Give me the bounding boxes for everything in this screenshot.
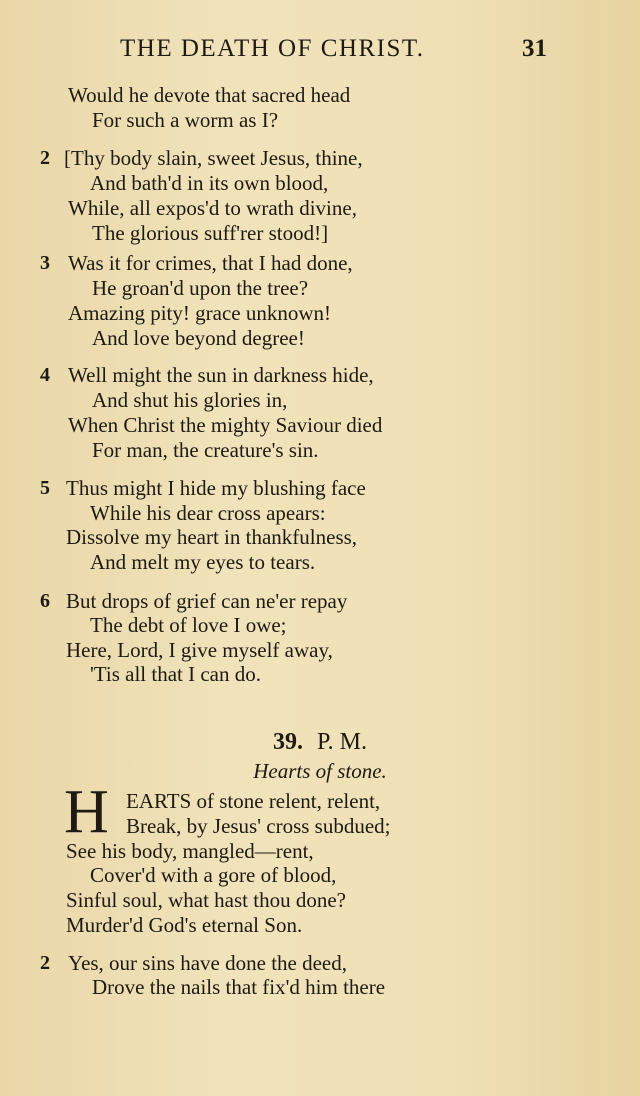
verse-line: Dissolve my heart in thankfulness, <box>66 525 358 549</box>
verse-line: And love beyond degree! <box>92 326 305 350</box>
hymn-meter: P. M. <box>316 729 368 755</box>
page-number: 31 <box>522 35 547 62</box>
verse-line: Cover'd with a gore of blood, <box>90 863 337 887</box>
page-header <box>0 34 640 68</box>
stanza-number: 4 <box>40 364 50 386</box>
verse-line: Sinful soul, what hast thou done? <box>66 888 346 912</box>
stanza-number: 6 <box>40 590 50 612</box>
verse-line: And shut his glories in, <box>92 388 288 412</box>
verse-line: Would he devote that sacred head <box>68 83 351 107</box>
hymn-heading <box>0 728 640 756</box>
verse-line: Break, by Jesus' cross subdued; <box>126 814 391 838</box>
drop-cap: H <box>64 778 109 846</box>
verse-line: Here, Lord, I give myself away, <box>66 638 333 662</box>
verse-line: Well might the sun in darkness hide, <box>68 363 374 387</box>
verse-line: Was it for crimes, that I had done, <box>68 251 353 275</box>
verse-line: While, all expos'd to wrath divine, <box>68 196 357 220</box>
verse-line: He groan'd upon the tree? <box>92 276 309 300</box>
verse-line: And bath'd in its own blood, <box>90 171 329 195</box>
verse-line: Drove the nails that fix'd him there <box>92 975 386 999</box>
verse-line: But drops of grief can ne'er repay <box>66 589 348 613</box>
verse-line: Thus might I hide my blushing face <box>66 476 366 500</box>
stanza-number: 5 <box>40 477 50 499</box>
verse-line: For man, the creature's sin. <box>92 438 319 462</box>
verse-line: The glorious suff'rer stood!] <box>92 221 329 245</box>
verse-line: 'Tis all that I can do. <box>90 662 261 686</box>
running-title: THE DEATH OF CHRIST. <box>120 35 425 62</box>
stanza-number: 2 <box>40 952 50 974</box>
hymn-subtitle: Hearts of stone. <box>253 759 387 783</box>
verse-line: Amazing pity! grace unknown! <box>68 301 332 325</box>
verse-line: And melt my eyes to tears. <box>90 550 316 574</box>
verse-line: See his body, mangled—rent, <box>66 839 314 863</box>
verse-line: [Thy body slain, sweet Jesus, thine, <box>64 146 363 170</box>
verse-line: Yes, our sins have done the deed, <box>68 951 347 975</box>
verse-line: The debt of love I owe; <box>90 613 287 637</box>
stanza-number: 3 <box>40 252 50 274</box>
verse-line: Murder'd God's eternal Son. <box>66 913 303 937</box>
stanza-number: 2 <box>40 147 50 169</box>
hymn-number: 39. <box>272 729 303 755</box>
verse-line: For such a worm as I? <box>92 108 279 132</box>
verse-line: When Christ the mighty Saviour died <box>68 413 383 437</box>
verse-line: While his dear cross apears: <box>90 501 326 525</box>
verse-line: EARTS of stone relent, relent, <box>126 789 381 813</box>
